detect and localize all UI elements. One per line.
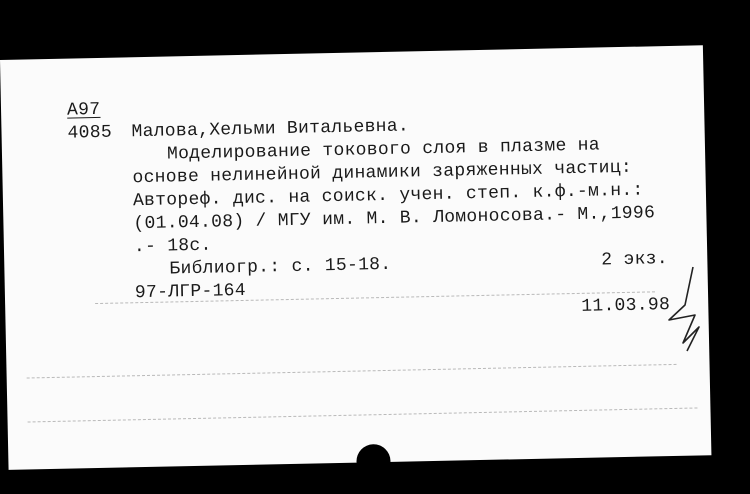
shelf-mark: А97 <box>66 99 101 121</box>
catalog-card <box>0 45 711 470</box>
punch-hole <box>356 444 391 479</box>
title-line: Автореф. дис. на соиск. учен. степ. к.ф.-м.н.: <box>132 180 644 212</box>
bibliography-note: Библиогр.: с. 15-18. <box>169 254 392 280</box>
title-line: .- 18с. <box>133 235 212 258</box>
title-line: основе нелинейной динамики заряженных частиц: <box>132 157 633 189</box>
author-name: Малова,Хельми Витальевна. <box>131 116 410 143</box>
title-line: (01.04.08) / МГУ им. М. В. Ломоносова.- М.,1996 <box>133 203 656 235</box>
copies-count: 2 экз. <box>601 249 669 271</box>
date-stamp: 11.03.98 <box>581 295 671 317</box>
card-number: 4085 <box>67 122 113 144</box>
ruled-line <box>27 364 677 379</box>
inventory-code: 97-ЛГР-164 <box>134 280 247 304</box>
ruled-line <box>28 407 698 422</box>
signature-mark <box>665 265 705 355</box>
title-line: Моделирование токового слоя в плазме на <box>166 135 601 165</box>
